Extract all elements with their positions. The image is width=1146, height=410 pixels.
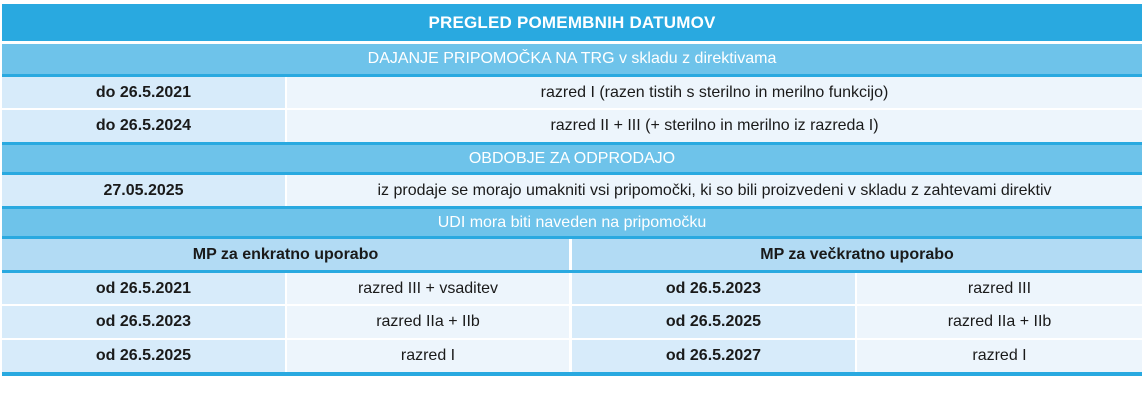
section-header-text: DAJANJE PRIPOMOČKA NA TRG v skladu z direktivama <box>367 50 777 67</box>
single-use-class-cell: razred IIa + IIb <box>287 306 572 338</box>
table-row <box>2 172 1142 206</box>
description-cell: razred II + III (+ sterilno in merilno iz razreda I) <box>287 110 1142 142</box>
date-cell: 27.05.2025 <box>2 175 287 206</box>
table-row <box>2 304 1142 338</box>
reusable-class-cell: razred III <box>857 273 1142 304</box>
single-use-date-cell: od 26.5.2023 <box>2 306 287 338</box>
dates-overview-table <box>2 4 1142 376</box>
date-cell: do 26.5.2021 <box>2 77 287 108</box>
reusable-date-cell: od 26.5.2025 <box>572 306 857 338</box>
udi-subheader-row <box>2 236 1142 270</box>
table-title-text: PREGLED POMEMBNIH DATUMOV <box>428 12 716 32</box>
description-cell: iz prodaje se morajo umakniti vsi pripomočki, ki so bili proizvedeni v skladu z zahtevami direktiv <box>287 175 1142 206</box>
section-header-text: UDI mora biti naveden na pripomočku <box>437 213 707 231</box>
date-cell: do 26.5.2024 <box>2 110 287 142</box>
table-title <box>2 4 1142 44</box>
reusable-class-cell: razred I <box>857 340 1142 372</box>
table-row <box>2 338 1142 372</box>
table-row <box>2 270 1142 304</box>
reusable-date-cell: od 26.5.2027 <box>572 340 857 372</box>
section-market-placement-header <box>2 44 1142 74</box>
reusable-header: MP za večkratno uporabo <box>572 239 1142 270</box>
reusable-date-cell: od 26.5.2023 <box>572 273 857 304</box>
description-cell: razred I (razen tistih s sterilno in merilno funkcijo) <box>287 77 1142 108</box>
reusable-class-cell: razred IIa + IIb <box>857 306 1142 338</box>
table-row <box>2 108 1142 142</box>
section-header-text: OBDOBJE ZA ODPRODAJO <box>468 149 676 167</box>
section-sell-off-header <box>2 142 1142 172</box>
section-udi-header <box>2 206 1142 236</box>
single-use-class-cell: razred I <box>287 340 572 372</box>
single-use-header: MP za enkratno uporabo <box>2 239 572 270</box>
single-use-class-cell: razred III + vsaditev <box>287 273 572 304</box>
table-row <box>2 74 1142 108</box>
single-use-date-cell: od 26.5.2025 <box>2 340 287 372</box>
single-use-date-cell: od 26.5.2021 <box>2 273 287 304</box>
